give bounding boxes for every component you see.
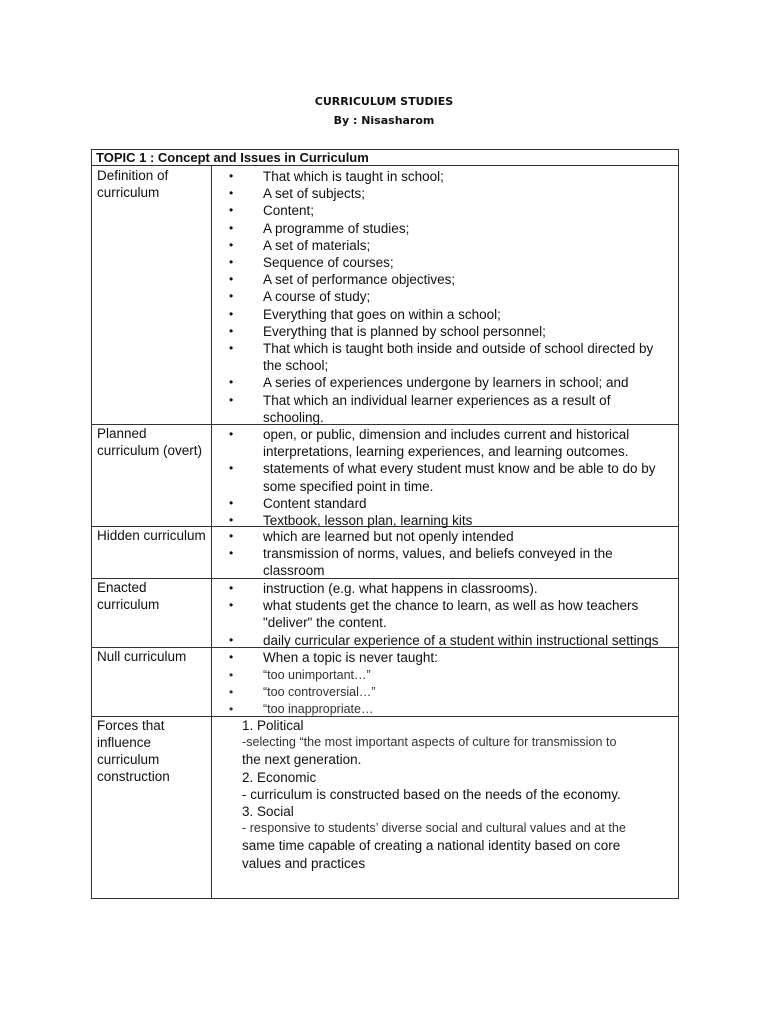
list-item: • A course of study;	[246, 288, 666, 305]
row-label-planned: Planned curriculum (overt)	[97, 426, 203, 458]
document-author: By : Nisasharom	[333, 114, 435, 127]
list-item: • That which is taught in school;	[246, 168, 666, 185]
list-item: • Textbook, lesson plan, learning kits	[246, 512, 666, 529]
forces-line: - responsive to students’ diverse social and cultural values and at the	[242, 821, 626, 836]
enacted-list	[246, 580, 666, 649]
forces-line: -selecting “the most important aspects of culture for transmission to	[242, 735, 617, 750]
row-label-definition: Definition of curriculum	[97, 168, 169, 200]
list-item: • what students get the chance to learn, as well as how teachers "deliver" the content.	[246, 597, 666, 631]
curriculum-table	[91, 149, 679, 899]
list-item: • transmission of norms, values, and beliefs conveyed in the classroom	[246, 545, 666, 579]
null-examples-list	[246, 667, 666, 719]
hidden-list	[246, 528, 666, 580]
document-title: CURRICULUM STUDIES	[314, 95, 454, 108]
list-item: • A set of subjects;	[246, 185, 666, 202]
forces-line: 2. Economic	[242, 769, 317, 785]
row-label-null: Null curriculum	[97, 649, 187, 664]
list-item: • Content standard	[246, 495, 666, 512]
list-item: • “too controversial…”	[246, 684, 666, 701]
list-item: • Everything that goes on within a school;	[246, 306, 666, 323]
list-item: • A set of materials;	[246, 237, 666, 254]
row-label-enacted: Enacted curriculum	[97, 580, 160, 612]
list-item: • A programme of studies;	[246, 220, 666, 237]
column-divider	[211, 166, 212, 899]
list-item: • A series of experiences undergone by learners in school; and	[246, 374, 666, 391]
list-item: • A set of performance objectives;	[246, 271, 666, 288]
row-label-forces: Forces that influence curriculum construction	[97, 718, 170, 784]
list-item: • which are learned but not openly intended	[246, 528, 666, 545]
list-item: • “too inappropriate…	[246, 701, 666, 718]
list-item: • That which an individual learner experiences as a result of schooling.	[246, 392, 666, 426]
topic-heading: TOPIC 1 : Concept and Issues in Curriculum	[92, 150, 678, 166]
list-item: • instruction (e.g. what happens in classrooms).	[246, 580, 666, 597]
list-item: • Sequence of courses;	[246, 254, 666, 271]
list-item: • Content;	[246, 202, 666, 219]
forces-line: - curriculum is constructed based on the needs of the economy.	[242, 786, 621, 802]
list-item: • statements of what every student must know and be able to do by some specified point in time.	[246, 460, 666, 494]
null-list	[246, 649, 666, 666]
forces-line: the next generation.	[242, 752, 362, 768]
forces-content	[242, 717, 672, 872]
row-label-hidden: Hidden curriculum	[97, 528, 206, 543]
planned-list	[246, 426, 666, 529]
list-item: • Everything that is planned by school personnel;	[246, 323, 666, 340]
forces-line: 1. Political	[242, 718, 304, 733]
definition-list	[246, 168, 666, 426]
list-item: • daily curricular experience of a student within instructional settings	[246, 632, 666, 649]
list-item: • open, or public, dimension and includes current and historical interpretations, learning experiences, and learning outcomes.	[246, 426, 666, 460]
list-item: • “too unimportant…”	[246, 667, 666, 684]
forces-line: values and practices	[242, 855, 366, 871]
list-item: • That which is taught both inside and outside of school directed by the school;	[246, 340, 666, 374]
forces-line: same time capable of creating a national identity based on core	[242, 838, 621, 854]
list-item: • When a topic is never taught:	[246, 649, 666, 666]
forces-line: 3. Social	[242, 804, 294, 820]
